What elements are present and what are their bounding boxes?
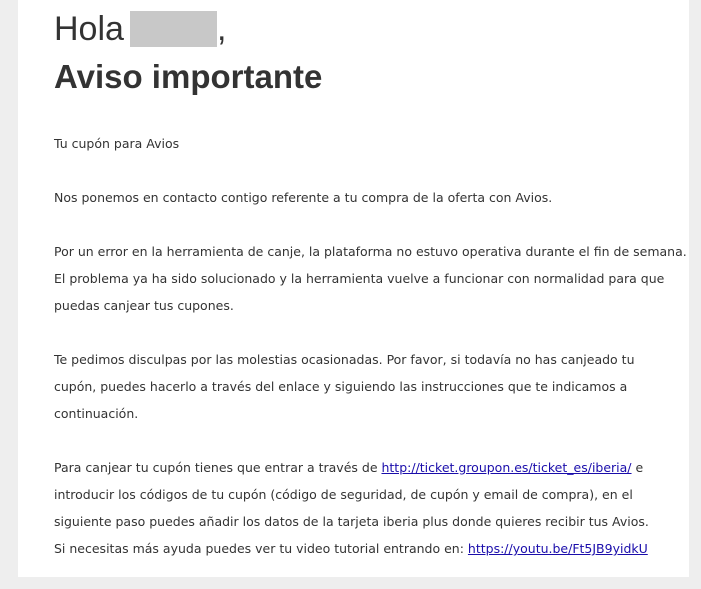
- redacted-name: [130, 11, 217, 47]
- intro-paragraph: Tu cupón para Avios: [54, 136, 180, 151]
- email-body: [18, 0, 689, 577]
- apology-paragraph: [54, 346, 674, 427]
- error-line: Por un error en la herramienta de canje, la plataforma no estuvo operativa durante el fin de semana.: [54, 244, 687, 259]
- instructions-text: e: [631, 460, 644, 475]
- greeting-heading: [54, 10, 226, 48]
- video-tutorial-link[interactable]: https://youtu.be/Ft5JB9yidkU: [467, 541, 648, 556]
- error-line: puedas canjear tus cupones.: [54, 298, 234, 313]
- greeting-text: Hola: [54, 10, 124, 48]
- instructions-line: siguiente paso puedes añadir los datos de la tarjeta iberia plus donde quieres recibir tus Avios.: [54, 514, 649, 529]
- instructions-line: introducir los códigos de tu cupón (código de seguridad, de cupón y email de compra), en el: [54, 487, 633, 502]
- ticket-link[interactable]: http://ticket.groupon.es/ticket_es/iberia/: [381, 460, 632, 475]
- instructions-paragraph: [54, 454, 674, 562]
- instructions-text: Si necesitas más ayuda puedes ver tu video tutorial entrando en:: [54, 541, 468, 556]
- email-title: Aviso importante: [54, 58, 323, 95]
- greeting-comma: ,: [216, 10, 227, 48]
- apology-line: continuación.: [54, 406, 139, 421]
- apology-line: Te pedimos disculpas por las molestias ocasionadas. Por favor, si todavía no has canjeado tu: [54, 352, 635, 367]
- error-line: El problema ya ha sido solucionado y la herramienta vuelve a funcionar con normalidad para que: [54, 271, 665, 286]
- instructions-text: Para canjear tu cupón tienes que entrar a través de: [54, 460, 382, 475]
- instructions-line: [54, 454, 674, 481]
- instructions-line: [54, 535, 674, 562]
- contact-paragraph: Nos ponemos en contacto contigo referente a tu compra de la oferta con Avios.: [54, 190, 553, 205]
- apology-line: cupón, puedes hacerlo a través del enlace y siguiendo las instrucciones que te indicamos a: [54, 379, 628, 394]
- email-content: [54, 130, 687, 589]
- error-paragraph: [54, 238, 687, 319]
